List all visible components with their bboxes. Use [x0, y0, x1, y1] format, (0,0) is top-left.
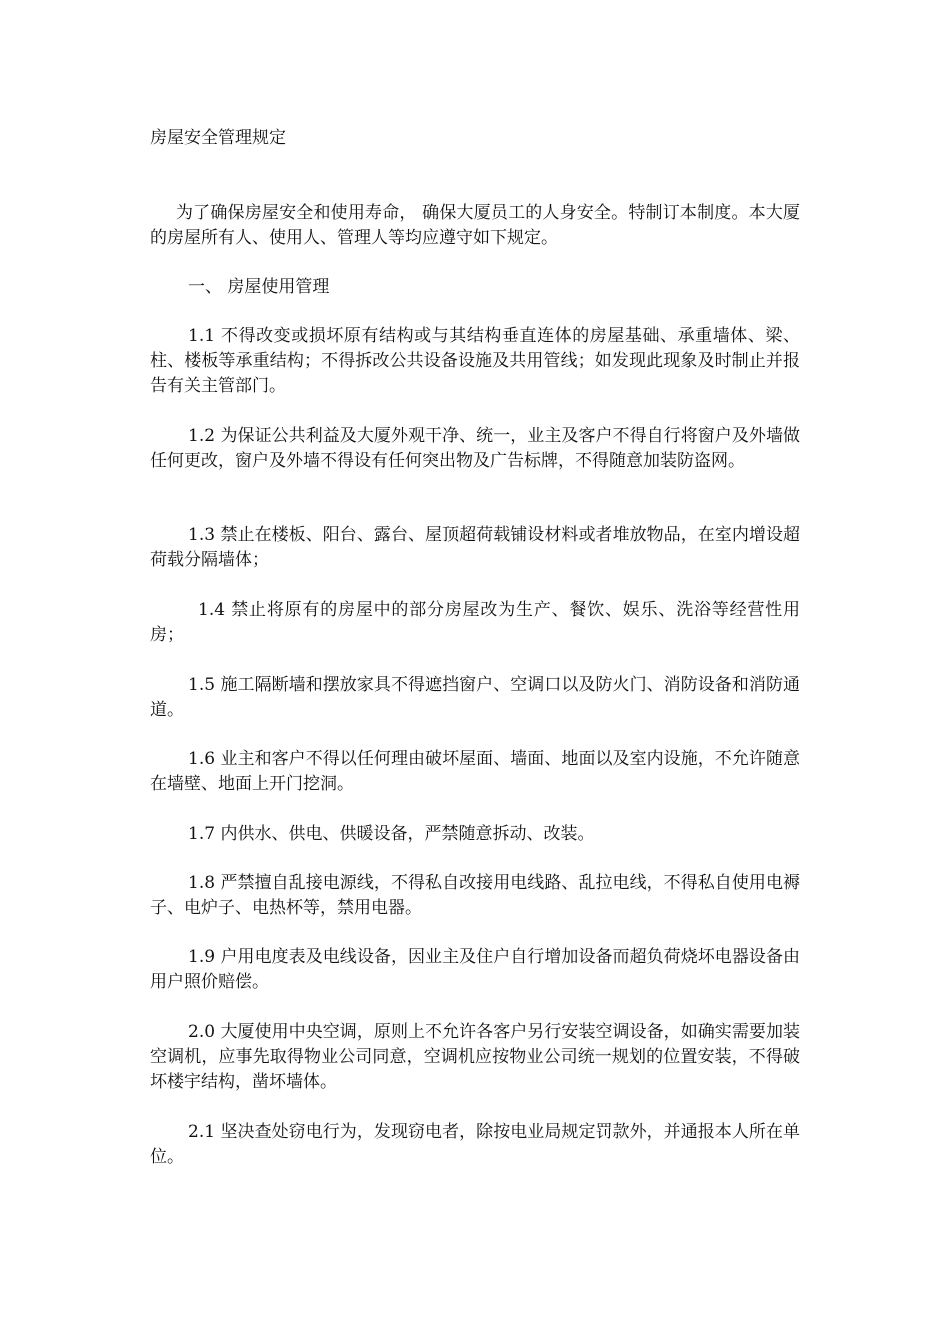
- rule-item-1-5: 1.5 施工隔断墙和摆放家具不得遮挡窗户、空调口以及防火门、消防设备和消防通道。: [150, 675, 800, 720]
- rule-item-1-2: 1.2 为保证公共利益及大厦外观干净、统一，业主及客户不得自行将窗户及外墙做任何更改，窗户及外墙不得设有任何突出物及广告标牌，不得随意加装防盗网。: [150, 426, 800, 471]
- rule-item-1-7: 1.7 内供水、供电、供暖设备，严禁随意拆动、改装。: [188, 824, 595, 844]
- rule-item-2-1: 2.1 坚决查处窃电行为，发现窃电者，除按电业局规定罚款外，并通报本人所在单位。: [150, 1122, 800, 1167]
- section-heading: 一、 房屋使用管理: [188, 277, 330, 297]
- intro-paragraph: 为了确保房屋安全和使用寿命， 确保大厦员工的人身安全。特制订本制度。本大厦的房屋所有人、使用人、管理人等均应遵守如下规定。: [150, 203, 800, 248]
- rule-item-1-6: 1.6 业主和客户不得以任何理由破坏屋面、墙面、地面以及室内设施，不允许随意在墙壁、地面上开门挖洞。: [150, 749, 800, 794]
- rule-item-1-1: 1.1 不得改变或损坏原有结构或与其结构垂直连体的房屋基础、承重墙体、梁、柱、楼板等承重结构；不得拆改公共设备设施及共用管线；如发现此现象及时制止并报告有关主管部门。: [150, 326, 800, 396]
- rule-item-1-3: 1.3 禁止在楼板、阳台、露台、屋顶超荷载铺设材料或者堆放物品，在室内增设超荷载分隔墙体；: [150, 525, 800, 570]
- rule-item-1-8: 1.8 严禁擅自乱接电源线，不得私自改接用电线路、乱拉电线，不得私自使用电褥子、电炉子、电热杯等，禁用电器。: [150, 873, 800, 918]
- rule-item-1-9: 1.9 户用电度表及电线设备，因业主及住户自行增加设备而超负荷烧坏电器设备由用户照价赔偿。: [150, 947, 800, 992]
- rule-item-2-0: 2.0 大厦使用中央空调，原则上不允许各客户另行安装空调设备，如确实需要加装空调机，应事先取得物业公司同意，空调机应按物业公司统一规划的位置安装，不得破坏楼宇结构，凿坏墙体。: [150, 1022, 800, 1092]
- document-title: 房屋安全管理规定: [150, 128, 286, 148]
- rule-item-1-4: 1.4 禁止将原有的房屋中的部分房屋改为生产、餐饮、娱乐、洗浴等经营性用房；: [150, 600, 800, 645]
